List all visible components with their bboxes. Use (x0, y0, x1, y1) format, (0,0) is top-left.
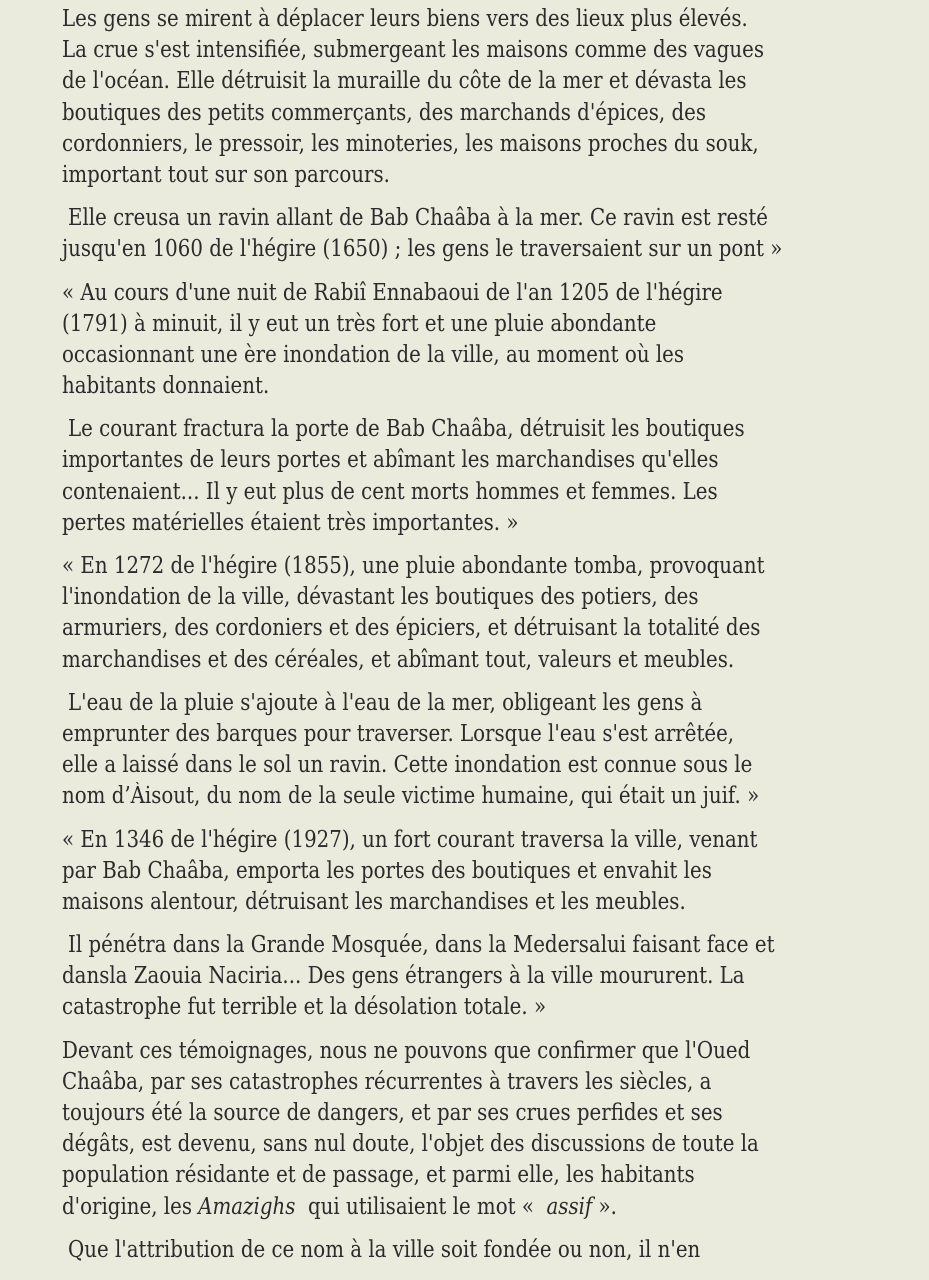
paragraph (62, 414, 924, 539)
text-line: L'eau de la pluie s'ajoute à l'eau de la mer, obligeant les gens à (68, 689, 703, 716)
text-line: Devant ces témoignages, nous ne pouvons que confirmer que l'Oued (62, 1037, 751, 1064)
text-line: pertes matérielles étaient très importantes. » (62, 509, 519, 536)
text-line: jusqu'en 1060 de l'hégire (1650) ; les gens le traversaient sur un pont » (62, 236, 783, 263)
text-line: occasionnant une ère inondation de la ville, au moment où les (62, 341, 685, 368)
text-line: de l'océan. Elle détruisit la muraille du côte de la mer et dévasta les (62, 68, 747, 95)
paragraph (62, 551, 924, 676)
paragraph (62, 1036, 924, 1223)
text-fragment: qui utilisaient le mot « (295, 1193, 547, 1220)
italic-term: assif (546, 1193, 593, 1220)
text-line: boutiques des petits commerçants, des marchands d'épices, des (62, 99, 706, 126)
text-fragment: d'origine, les (62, 1193, 199, 1220)
text-line: toujours été la source de dangers, et par ses crues perfides et ses (62, 1100, 723, 1126)
paragraph (62, 825, 924, 919)
text-fragment: ». (592, 1193, 617, 1220)
paragraph (62, 203, 924, 265)
paragraph (62, 1235, 924, 1266)
document-page (62, 4, 924, 1278)
text-line: population résidante et de passage, et parmi elle, les habitants (62, 1162, 695, 1189)
text-line: « En 1346 de l'hégire (1927), un fort courant traversa la ville, venant (62, 826, 758, 853)
text-line: elle a laissé dans le sol un ravin. Cette inondation est connue sous le (62, 752, 753, 779)
paragraph (62, 688, 924, 813)
text-line: l'inondation de la ville, dévastant les boutiques des potiers, des (62, 584, 699, 611)
text-line: Il pénétra dans la Grande Mosquée, dans la Medersalui faisant face et (68, 932, 775, 959)
text-line: catastrophe fut terrible et la désolation totale. » (62, 994, 547, 1021)
text-line: important tout sur son parcours. (62, 161, 390, 188)
text-line: habitants donnaient. (62, 373, 270, 400)
paragraph (62, 930, 924, 1024)
text-line: par Bab Chaâba, emporta les portes des boutiques et envahit les (62, 857, 712, 884)
text-line: nom d’Àisout, du nom de la seule victime humaine, qui était un juif. » (62, 783, 760, 810)
paragraph (62, 278, 924, 403)
text-line: emprunter des barques pour traverser. Lorsque l'eau s'est arrêtée, (62, 720, 735, 747)
paragraph (62, 4, 924, 191)
text-line: (1791) à minuit, il y eut un très fort et une pluie abondante (62, 310, 657, 337)
text-line: dansla Zaouia Naciria... Des gens étrangers à la ville moururent. La (62, 963, 745, 990)
text-line: « Au cours d'une nuit de Rabiî Ennabaoui de l'an 1205 de l'hégire (62, 279, 723, 306)
text-line: Que l'attribution de ce nom à la ville soit fondée ou non, il n'en (68, 1236, 701, 1263)
text-line: armuriers, des cordoniers et des épiciers, et détruisant la totalité des (62, 615, 761, 642)
text-line: Le courant fractura la porte de Bab Chaâba, détruisit les boutiques (68, 416, 745, 443)
text-line: contenaient... Il y eut plus de cent morts hommes et femmes. Les (62, 478, 718, 505)
text-line: Les gens se mirent à déplacer leurs biens vers des lieux plus élevés. (62, 6, 748, 32)
text-line: « En 1272 de l'hégire (1855), une pluie abondante tomba, provoquant (62, 553, 765, 579)
text-line: Chaâba, par ses catastrophes récurrentes à travers les siècles, a (62, 1068, 712, 1095)
text-line (62, 1192, 803, 1223)
text-line: maisons alentour, détruisant les marchandises et les meubles. (62, 888, 686, 915)
text-line: dégâts, est devenu, sans nul doute, l'objet des discussions de toute la (62, 1131, 759, 1158)
text-line: La crue s'est intensifiée, submergeant les maisons comme des vagues (62, 37, 764, 64)
text-line: marchandises et des céréales, et abîmant tout, valeurs et meubles. (62, 646, 735, 673)
italic-term: Amazighs (198, 1193, 296, 1220)
text-line: Elle creusa un ravin allant de Bab Chaâba à la mer. Ce ravin est resté (68, 205, 768, 232)
text-line: cordonniers, le pressoir, les minoteries, les maisons proches du souk, (62, 130, 759, 157)
text-line: importantes de leurs portes et abîmant les marchandises qu'elles (62, 447, 719, 474)
